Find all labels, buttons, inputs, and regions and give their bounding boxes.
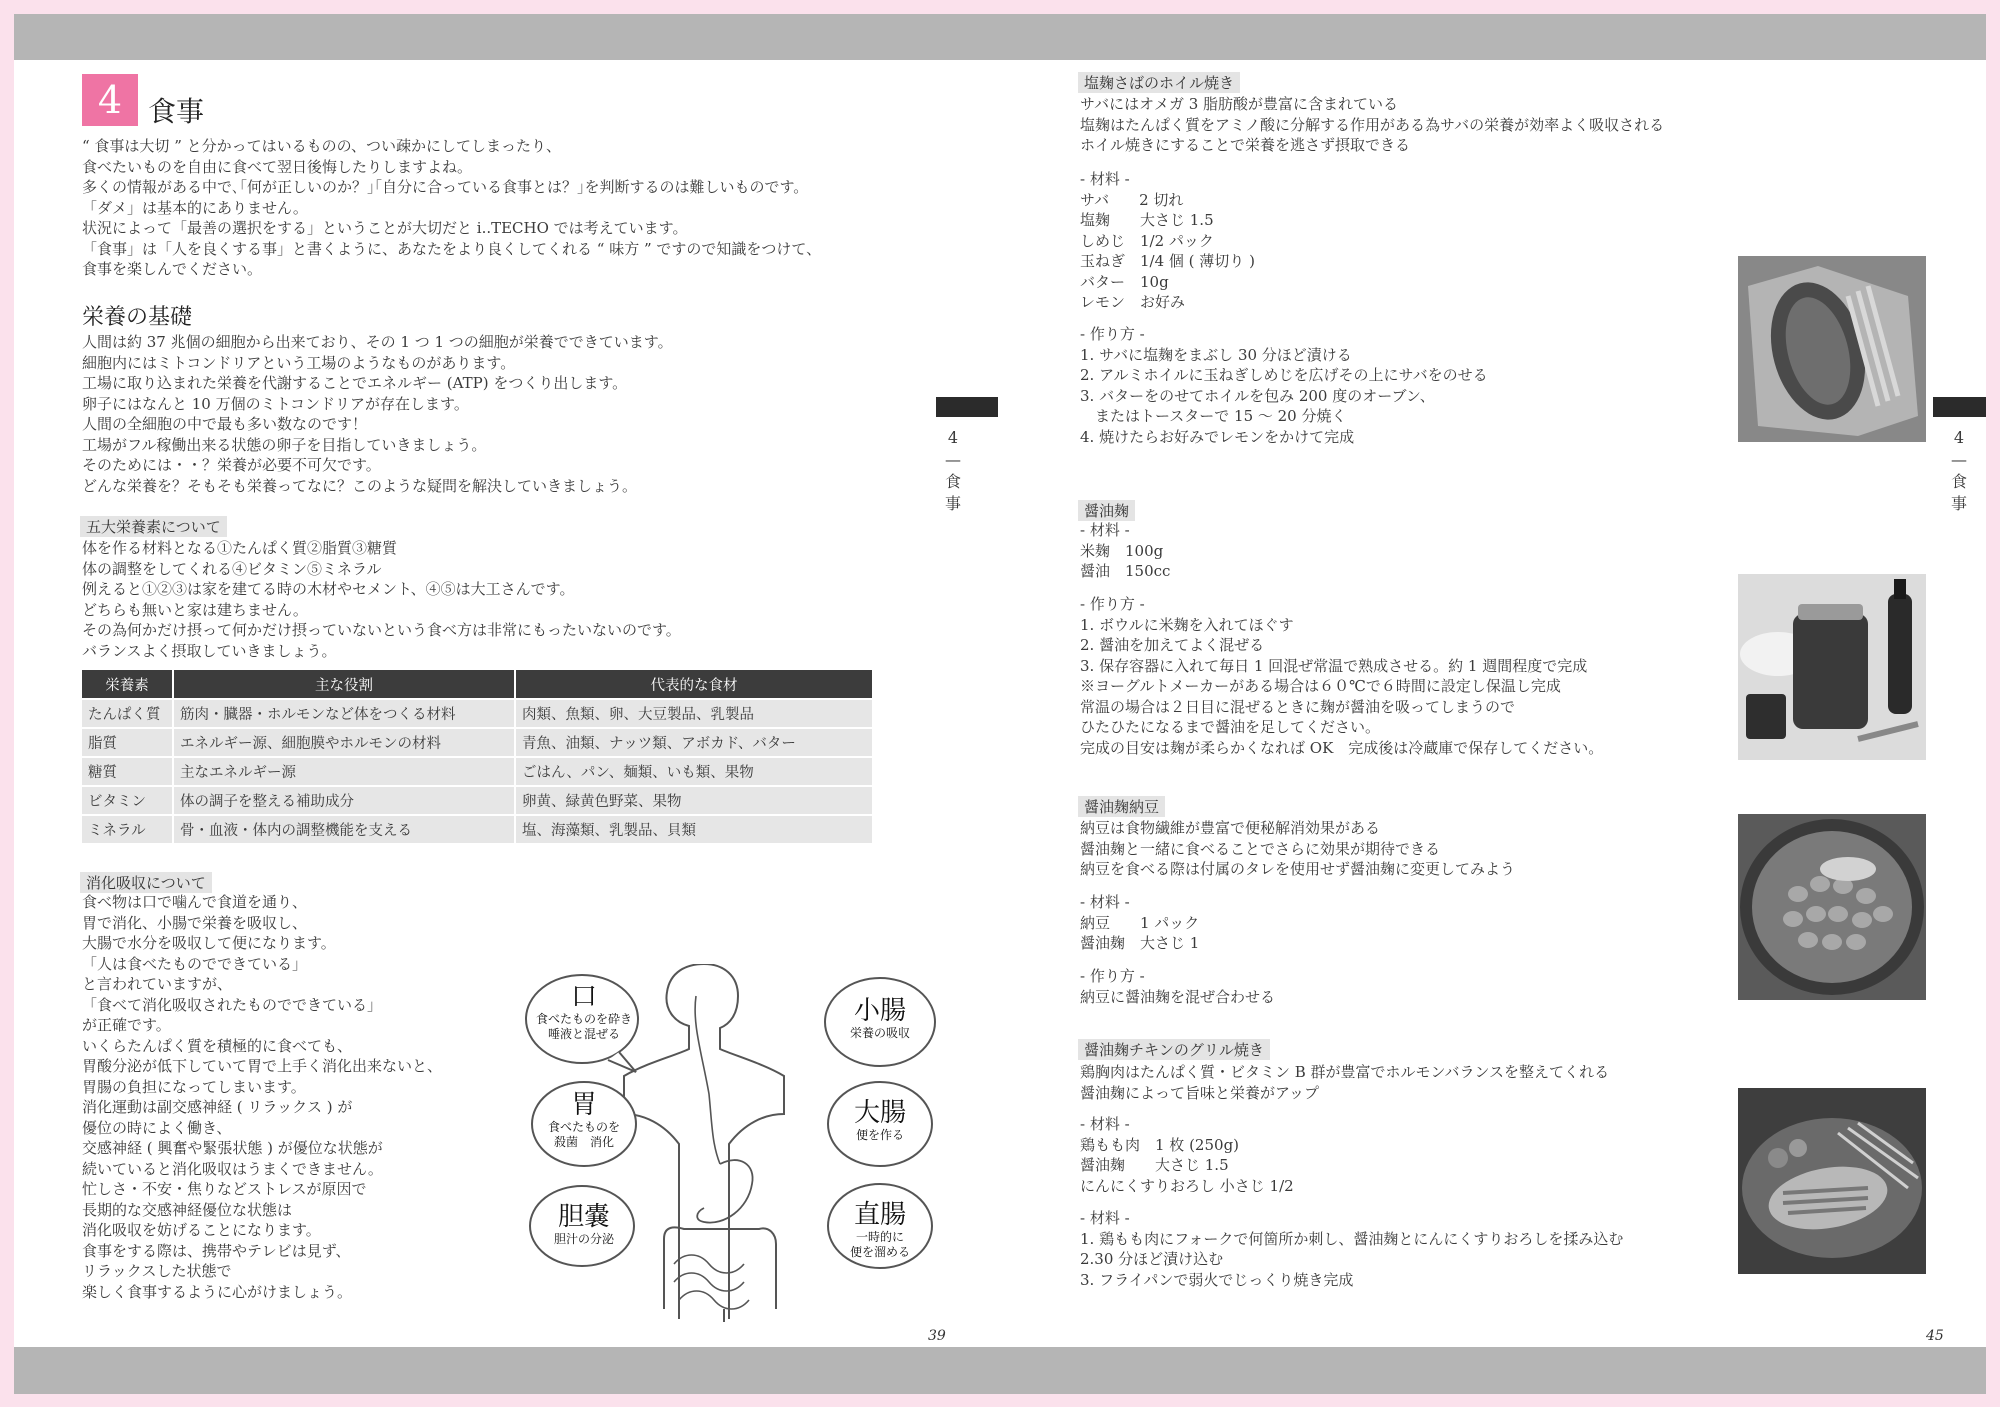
soy-koji-photo xyxy=(1738,574,1926,760)
natto-photo xyxy=(1738,814,1926,1000)
nutrients-paragraph xyxy=(82,538,681,661)
top-gray-band xyxy=(14,14,1986,60)
step-line: 4. 焼けたらお好みでレモンをかけて完成 xyxy=(1080,427,1355,446)
basics-line: そのためには・・？栄養が必要不可欠です。 xyxy=(82,456,381,474)
stomach-shape xyxy=(697,1160,752,1223)
stomach-label xyxy=(538,1090,630,1150)
recipe-line: ホイル焼きにすることで栄養を逃さず摂取できる xyxy=(1080,136,1411,154)
rectum-label xyxy=(832,1200,928,1260)
basics-paragraph xyxy=(82,332,673,496)
intro-line: 食事を楽しんでください。 xyxy=(82,260,263,278)
ingredient-line: 鶏もも肉 1 枚 (250g) xyxy=(1080,1135,1240,1154)
gallbladder-title: 胆嚢 xyxy=(557,1202,610,1232)
recipe-title: 塩麹さばのホイル焼き xyxy=(1078,72,1240,93)
stomach-desc: 食べたものを xyxy=(547,1120,620,1134)
ingredient-line: バター 10g xyxy=(1080,272,1169,291)
table-cell: 肉類、魚類、卵、大豆製品、乳製品 xyxy=(515,699,873,728)
step-line: 常温の場合は２日目に混ぜるときに麹が醤油を吸ってしまうので xyxy=(1080,697,1516,716)
side-tab-number: 4 xyxy=(1953,428,1965,447)
nutrients-line: その為何かだけ摂って何かだけ摂っていないという食べ方は非常にもったいないのです。 xyxy=(82,621,681,639)
book-spread xyxy=(14,14,1986,1394)
rectum-desc: 一時的に xyxy=(855,1230,904,1244)
digestion-line: 消化吸収を妨げることになります。 xyxy=(82,1221,321,1239)
recipe-line: 納豆を食べる際は付属のタレを使用せず醤油麹に変更してみよう xyxy=(1080,860,1516,878)
side-tab-bar xyxy=(1933,397,1986,417)
step-line: 完成の目安は麹が柔らかくなれば OK 完成後は冷蔵庫で保存してください。 xyxy=(1080,738,1604,757)
ingredient-line: 醤油麹 大さじ 1.5 xyxy=(1080,1156,1229,1174)
basics-line: 人間は約 37 兆個の細胞から出来ており、その 1 つ 1 つの細胞が栄養でできています。 xyxy=(82,333,673,351)
table-cell: 卵黄、緑黄色野菜、果物 xyxy=(515,786,873,815)
table-row xyxy=(81,786,873,815)
grilled-chicken-photo xyxy=(1738,1088,1926,1274)
table-row xyxy=(81,728,873,757)
stomach-desc: 殺菌 消化 xyxy=(553,1135,614,1149)
digestion-line: 優位の時によく働き、 xyxy=(82,1118,232,1137)
chapter-number-box: 4 xyxy=(82,74,138,126)
digestion-line: 「食べて消化吸収されたものでできている」 xyxy=(82,995,383,1014)
steps-label: - 材料 - xyxy=(1080,1209,1130,1227)
table-cell: 体の調子を整える補助成分 xyxy=(173,786,515,815)
step-line: 2. アルミホイルに玉ねぎしめじを広げその上にサバをのせる xyxy=(1080,366,1488,384)
basics-line: 工場がフル稼働出来る状態の卵子を目指していきましょう。 xyxy=(82,435,487,454)
ingredient-line: 醤油麹 大さじ 1 xyxy=(1080,934,1200,952)
digestion-line: 胃酸分泌が低下していて胃で上手く消化出来ないと、 xyxy=(82,1057,443,1075)
table-cell: ミネラル xyxy=(81,815,173,844)
intro-line: 多くの情報がある中で､｢何が正しいのか？｣｢自分に合っている食事とは？｣を判断するのは難しいものです。 xyxy=(82,178,809,196)
table-cell: 脂質 xyxy=(81,728,173,757)
bottom-gray-band xyxy=(14,1347,1986,1394)
ingredient-line: 玉ねぎ 1/4 個 ( 薄切り ) xyxy=(1080,252,1255,270)
recipe-description xyxy=(1080,1062,1609,1103)
recipe-title: 醤油麹 xyxy=(1078,500,1135,521)
step-line: 3. 保存容器に入れて毎日 1 回混ぜ常温で熟成させる。約 1 週間程度で完成 xyxy=(1080,656,1588,675)
nutrients-line: 例えると①②③は家を建てる時の木材やセメント、④⑤は大工さんです。 xyxy=(82,580,575,598)
digestion-line: 大腸で水分を吸収して便になります。 xyxy=(82,934,336,952)
table-header: 主な役割 xyxy=(173,669,515,699)
nutrients-line: 体の調整をしてくれる④ビタミン⑤ミネラル xyxy=(82,559,382,578)
nutrients-line: バランスよく摂取していきましょう。 xyxy=(82,641,337,660)
ingredient-line: にんにくすりおろし 小さじ 1/2 xyxy=(1080,1176,1294,1195)
steps-label: - 作り方 - xyxy=(1080,595,1145,613)
recipe-line: 醤油麹によって旨味と栄養がアップ xyxy=(1080,1083,1319,1102)
recipe-steps xyxy=(1080,324,1488,447)
digestion-line: いくらたんぱく質を積極的に食べても、 xyxy=(82,1036,353,1055)
recipe-title: 醤油麹チキンのグリル焼き xyxy=(1078,1039,1270,1060)
digestion-line: 食事をする際は、携帯やテレビは見ず、 xyxy=(82,1241,351,1260)
nutrients-line: どちらも無いと家は建ちません。 xyxy=(82,600,308,619)
table-cell: 糖質 xyxy=(81,757,173,786)
mouth-label xyxy=(534,982,634,1042)
intro-paragraph xyxy=(82,136,821,280)
table-cell: ビタミン xyxy=(81,786,173,815)
table-header: 代表的な食材 xyxy=(515,669,873,699)
table-cell: 骨・血液・体内の調整機能を支える xyxy=(173,815,515,844)
side-tab-char: 食 xyxy=(1950,472,1967,491)
basics-line: 工場に取り込まれた栄養を代謝することでエネルギー (ATP) をつくり出します。 xyxy=(82,374,628,392)
ingredient-line: 米麹 100g xyxy=(1080,541,1164,560)
recipe-ingredients xyxy=(1080,520,1170,582)
side-tab-number: 4 xyxy=(947,428,959,447)
recipe-steps xyxy=(1080,966,1275,1007)
large-intestine-title: 大腸 xyxy=(853,1098,906,1128)
mouth-desc: 食べたものを砕き xyxy=(535,1012,632,1026)
large-intestine-desc: 便を作る xyxy=(855,1128,904,1142)
step-line: 2.30 分ほど漬け込む xyxy=(1080,1250,1224,1268)
ingredient-line: しめじ 1/2 パック xyxy=(1080,231,1214,250)
table-cell: ごはん、パン、麺類、いも類、果物 xyxy=(515,757,873,786)
basics-line: どんな栄養を？そもそも栄養ってなに？このような疑問を解決していきましょう。 xyxy=(82,476,638,495)
side-tab-bar xyxy=(936,397,998,417)
chapter-title: 食事 xyxy=(148,95,205,128)
mouth-title: 口 xyxy=(570,982,597,1012)
ingredients-label: - 材料 - xyxy=(1080,170,1130,188)
step-line: 1. ボウルに米麹を入れてほぐす xyxy=(1080,615,1294,634)
basics-line: 細胞内にはミトコンドリアという工場のようなものがあります。 xyxy=(82,353,516,372)
page-number-left: 39 xyxy=(928,1328,946,1344)
table-cell: 青魚、油類、ナッツ類、アボカド、バター xyxy=(515,728,873,757)
recipe-steps xyxy=(1080,1208,1623,1290)
small-intestine-desc: 栄養の吸収 xyxy=(849,1026,910,1040)
body-outline xyxy=(624,964,784,1319)
ingredient-line: 納豆 1 パック xyxy=(1080,913,1200,932)
ingredient-line: 醤油 150cc xyxy=(1080,562,1171,580)
intro-line: 状況によって「最善の選択をする」ということが大切だと i..TECHO では考えています。 xyxy=(82,219,688,237)
digestion-line: 消化運動は副交感神経 ( リラックス ) が xyxy=(82,1098,353,1116)
digestion-line: リラックスした状態で xyxy=(82,1262,232,1280)
step-line: 1. 鶏もも肉にフォークで何箇所か刺し、醤油麹とにんにくすりおろしを揉み込む xyxy=(1080,1229,1624,1248)
table-row xyxy=(81,757,873,786)
digestion-line: 「人は食べたものでできている」 xyxy=(82,954,308,973)
section-title: 栄養の基礎 xyxy=(82,305,193,330)
esophagus xyxy=(695,996,720,1164)
steps-label: - 作り方 - xyxy=(1080,325,1145,343)
intro-line: “ 食事は大切 ” と分かってはいるものの、つい疎かにしてしまったり、 xyxy=(82,137,562,155)
side-tab-label xyxy=(1948,427,1970,515)
step-line: 納豆に醤油麹を混ぜ合わせる xyxy=(1080,987,1276,1006)
ingredient-line: 塩麹 大さじ 1.5 xyxy=(1080,211,1214,229)
page-number-right: 45 xyxy=(1926,1328,1944,1344)
step-line: ※ヨーグルトメーカーがある場合は６０℃で６時間に設定し保温し完成 xyxy=(1080,677,1561,695)
table-cell: 主なエネルギー源 xyxy=(173,757,515,786)
ingredients-label: - 材料 - xyxy=(1080,521,1130,539)
ingredients-label: - 材料 - xyxy=(1080,1115,1130,1133)
digestion-line: 食べ物は口で噛んで食道を通り、 xyxy=(82,893,308,911)
small-intestine-label xyxy=(832,996,928,1041)
step-line: 1. サバに塩麹をまぶし 30 分ほど漬ける xyxy=(1080,345,1352,364)
side-tab-dash: — xyxy=(1951,450,1967,469)
ingredients-label: - 材料 - xyxy=(1080,893,1130,911)
rectum-desc: 便を溜める xyxy=(849,1245,910,1259)
intro-line: 「ダメ」は基本的にありません。 xyxy=(82,198,308,217)
digestion-line: 続いていると消化吸収はうまくできません。 xyxy=(82,1159,383,1178)
digestion-line: 胃腸の負担になってしまいます。 xyxy=(82,1077,306,1096)
nutrients-line: 体を作る材料となる①たんぱく質②脂質③糖質 xyxy=(82,539,398,557)
digestion-line: 楽しく食事するように心がけましょう。 xyxy=(82,1282,353,1301)
step-line: 3. フライパンで弱火でじっくり焼き完成 xyxy=(1080,1270,1354,1289)
rectum-title: 直腸 xyxy=(853,1200,906,1230)
recipe-line: 納豆は食物繊維が豊富で便秘解消効果がある xyxy=(1080,819,1381,837)
side-tab-char: 食 xyxy=(944,472,961,491)
large-intestine-label xyxy=(832,1098,928,1143)
ingredient-line: サバ 2 切れ xyxy=(1080,190,1184,209)
side-tab-char: 事 xyxy=(944,494,961,513)
recipe-line: 醤油麹と一緒に食べることでさらに効果が期待できる xyxy=(1080,839,1441,858)
mackerel-foil-photo xyxy=(1738,256,1926,442)
digestion-line: が正確です。 xyxy=(82,1016,171,1034)
digestion-heading: 消化吸収について xyxy=(80,872,212,893)
table-row xyxy=(81,815,873,844)
digestion-line: 胃で消化、小腸で栄養を吸収し、 xyxy=(82,913,308,932)
table-cell: エネルギー源、細胞膜やホルモンの材料 xyxy=(173,728,515,757)
side-tab-dash: — xyxy=(945,450,961,469)
table-header: 栄養素 xyxy=(81,669,173,699)
side-tab-char: 事 xyxy=(1950,494,1967,513)
recipe-steps xyxy=(1080,594,1603,758)
nutrients-heading: 五大栄養素について xyxy=(80,516,227,537)
table-row xyxy=(81,699,873,728)
small-intestine-shape xyxy=(674,1255,749,1309)
table-cell: たんぱく質 xyxy=(81,699,173,728)
stomach-title: 胃 xyxy=(570,1090,597,1120)
step-line: 2. 醤油を加えてよく混ぜる xyxy=(1080,636,1265,654)
recipe-title: 醤油麹納豆 xyxy=(1078,796,1165,817)
table-header-row xyxy=(81,669,873,699)
recipe-line: 鶏胸肉はたんぱく質・ビタミン B 群が豊富でホルモンバランスを整えてくれる xyxy=(1080,1063,1610,1081)
recipe-ingredients xyxy=(1080,892,1199,954)
side-tab-label xyxy=(942,427,964,515)
table-cell: 塩、海藻類、乳製品、貝類 xyxy=(515,815,873,844)
recipe-ingredients xyxy=(1080,1114,1294,1196)
large-intestine-shape xyxy=(664,1227,776,1309)
recipe-description xyxy=(1080,94,1664,156)
digestion-line: 忙しさ・不安・焦りなどストレスが原因で xyxy=(82,1180,367,1198)
digestion-line: 交感神経 ( 興奮や緊張状態 ) が優位な状態が xyxy=(82,1139,383,1157)
intro-line: 「食事」は「人を良くする事」と書くように、あなたをより良くしてくれる “ 味方 ” ですので知識をつけて、 xyxy=(82,239,822,258)
step-line: ひたひたになるまで醤油を足してください。 xyxy=(1080,718,1381,736)
basics-line: 卵子にはなんと 10 万個のミトコンドリアが存在します。 xyxy=(82,394,469,413)
mouth-desc: 唾液と混ぜる xyxy=(547,1027,620,1041)
digestion-line: 長期的な交感神経優位な状態は xyxy=(82,1200,293,1219)
digestion-paragraph xyxy=(82,892,442,1302)
step-line: またはトースターで 15 ～ 20 分焼く xyxy=(1080,407,1347,425)
table-cell: 筋肉・臓器・ホルモンなど体をつくる材料 xyxy=(173,699,515,728)
basics-line: 人間の全細胞の中で最も多い数なのです！ xyxy=(82,415,368,433)
step-line: 3. バターをのせてホイルを包み 200 度のオーブン、 xyxy=(1080,386,1435,405)
small-intestine-title: 小腸 xyxy=(853,996,906,1026)
recipe-line: サバにはオメガ 3 脂肪酸が豊富に含まれている xyxy=(1080,95,1399,113)
digestion-line: と言われていますが、 xyxy=(82,975,233,993)
gallbladder-label xyxy=(538,1202,630,1247)
ingredient-line: レモン お好み xyxy=(1080,293,1186,311)
nutrient-table xyxy=(80,668,874,845)
recipe-description xyxy=(1080,818,1515,880)
recipe-ingredients xyxy=(1080,169,1255,313)
recipe-line: 塩麹はたんぱく質をアミノ酸に分解する作用がある為サバの栄養が効率よく吸収される xyxy=(1080,115,1665,134)
intro-line: 食べたいものを自由に食べて翌日後悔したりしますよね。 xyxy=(82,157,473,176)
gallbladder-desc: 胆汁の分泌 xyxy=(553,1232,614,1246)
steps-label: - 作り方 - xyxy=(1080,967,1145,985)
